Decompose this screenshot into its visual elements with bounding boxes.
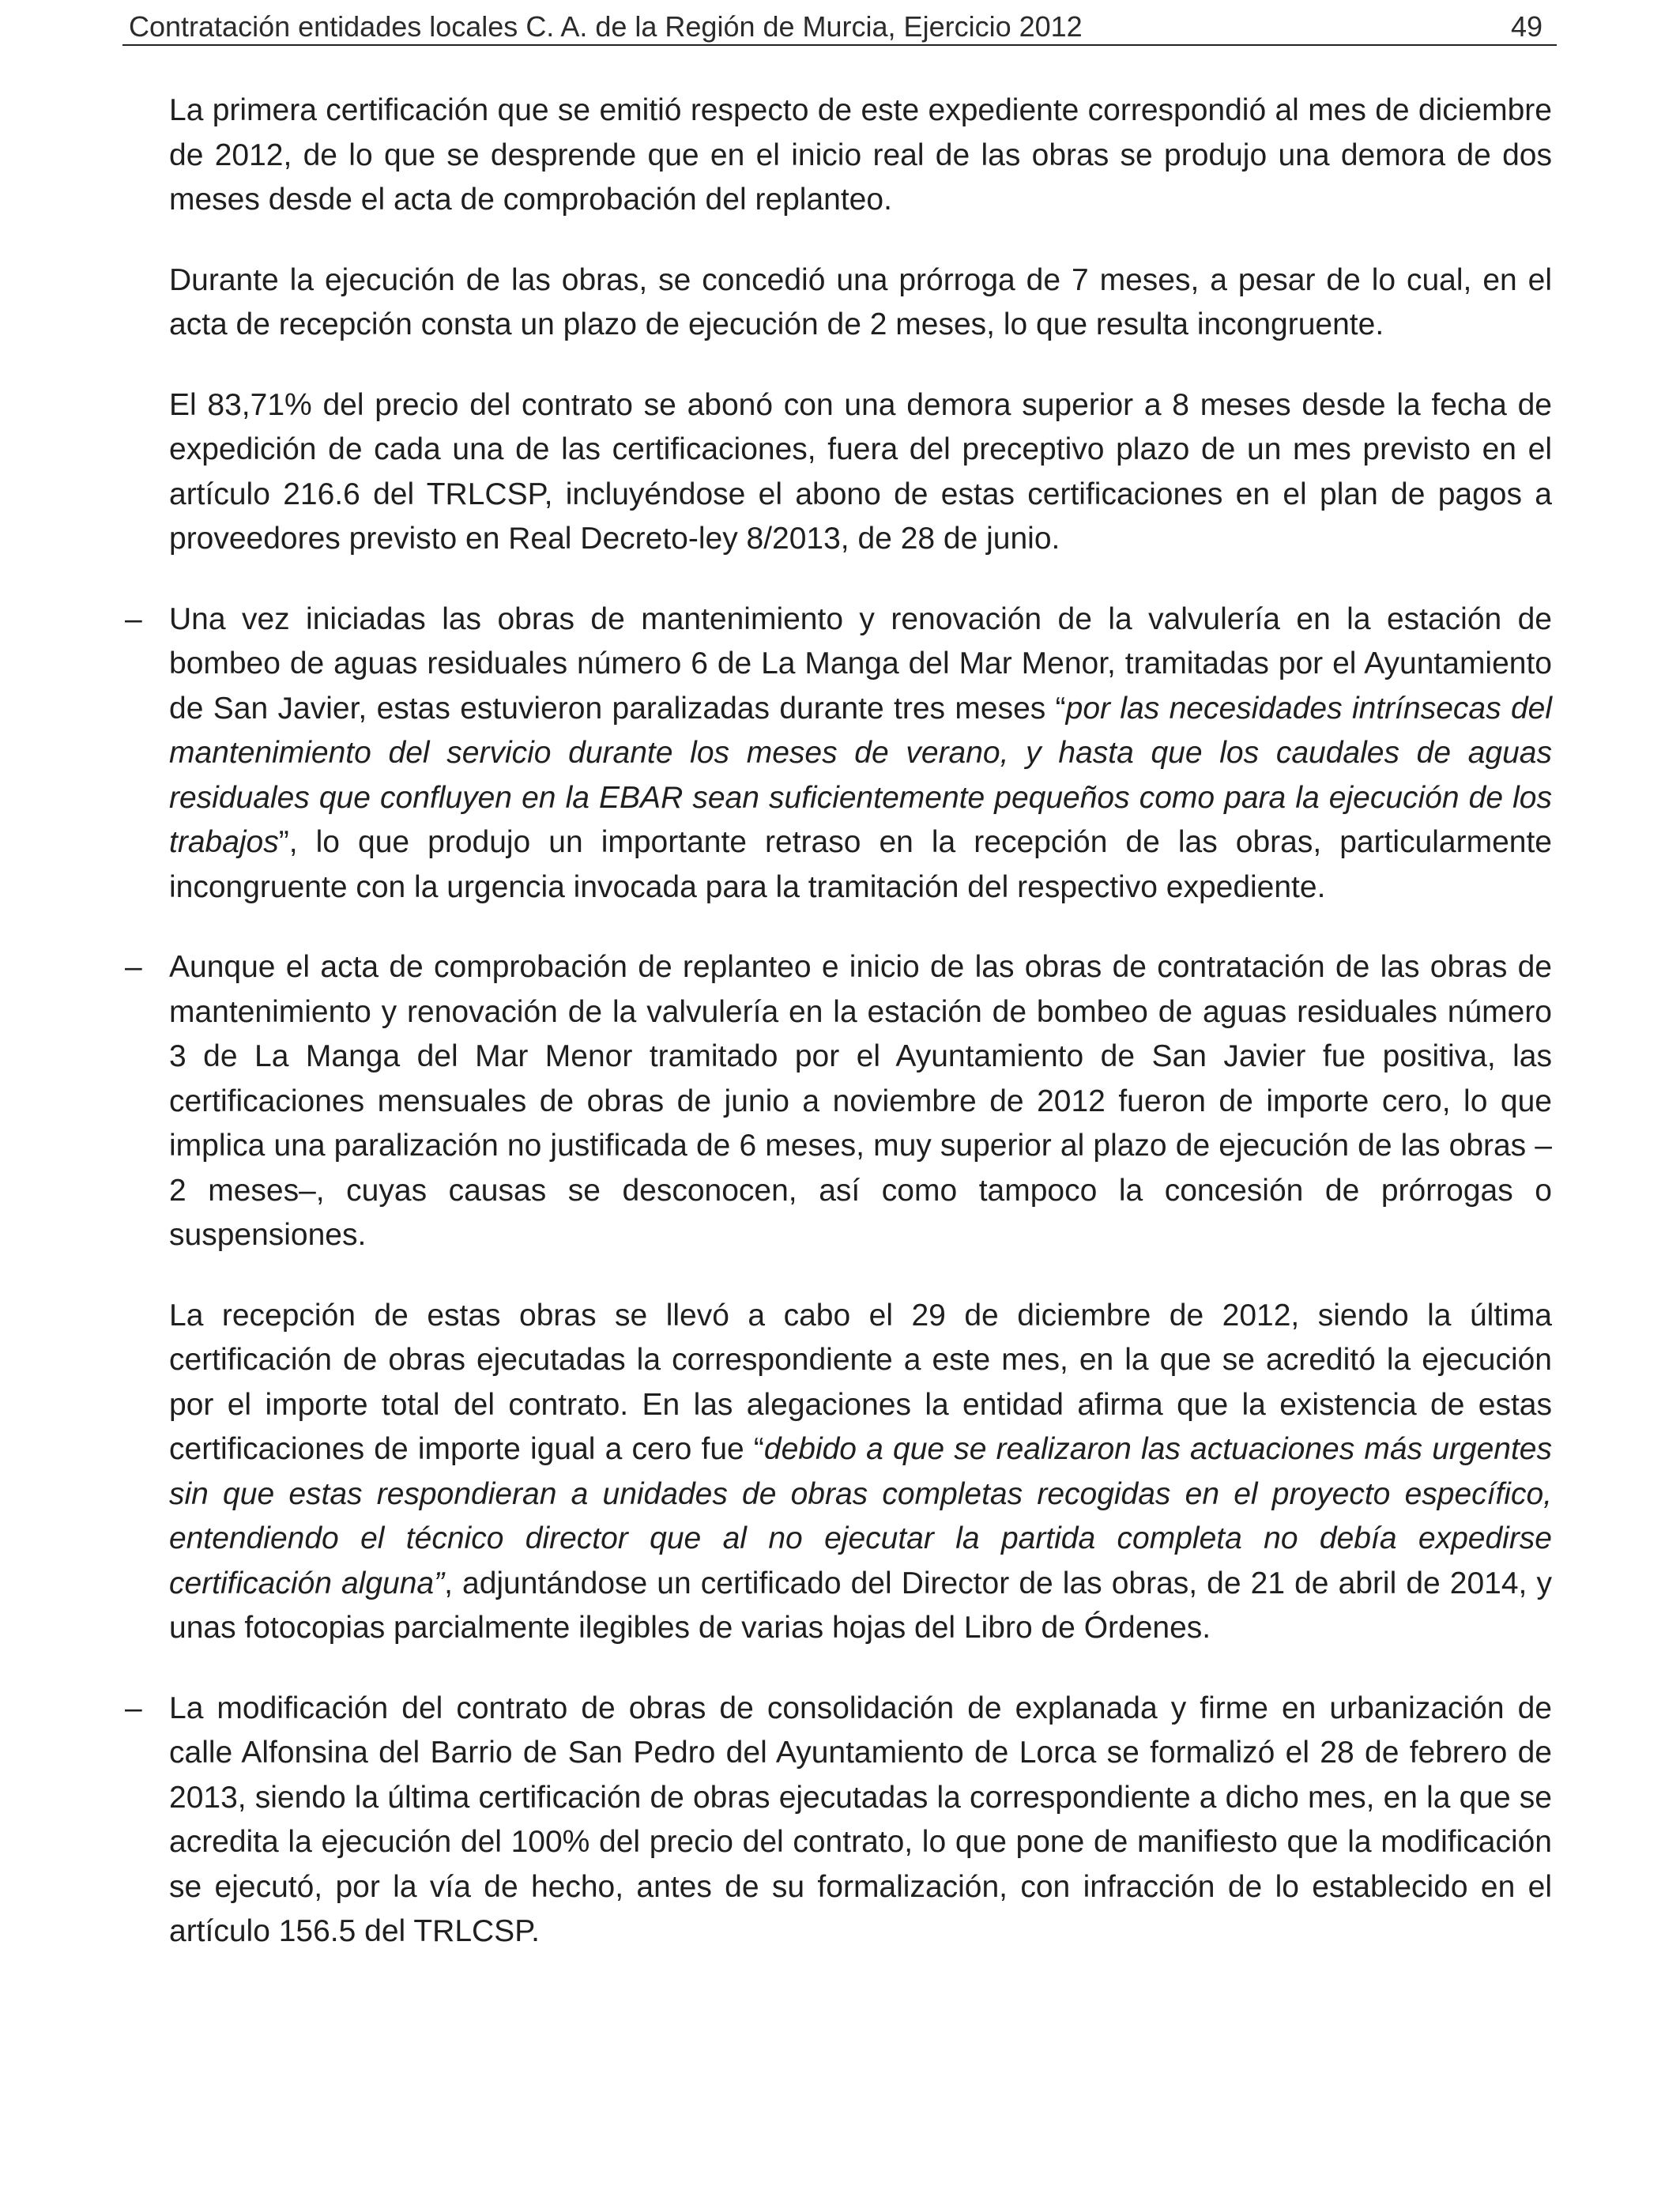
paragraph-text: La recepción de estas obras se llevó a cabo el 29 de diciembre de 2012, siendo la última certificación de obras ejecutadas la correspondiente a este mes, en la que se acreditó la ejecución por el importe total del contrato. En las alegaciones la entidad afirma que la existencia de estas certificaciones de importe igual a cero fue “ xyxy=(169,1298,1552,1466)
paragraph-text-continued: , adjuntándose un certificado del Director de las obras, de 21 de abril de 2014, y unas fotocopias parcialmente ilegibles de varias hojas del Libro de Órdenes. xyxy=(169,1566,1552,1645)
document-body xyxy=(125,89,1552,1955)
quoted-text: por las necesidades intrínsecas del mantenimiento del servicio durante los meses de verano, y hasta que los caudales de aguas residuales que confluyen en la EBAR sean suficientemente pequeños como para la ejecución de los trabajos xyxy=(169,691,1552,859)
page-number: 49 xyxy=(1510,10,1543,43)
bullet-text: La modificación del contrato de obras de consolidación de explanada y firme en urbanización de calle Alfonsina del Barrio de San Pedro del Ayuntamiento de Lorca se formalizó el 28 de febrero de 2013, siendo la última certificación de obras ejecutadas la correspondiente a dicho mes, en la que se acredita la ejecución del 100% del precio del contrato, lo que pone de manifiesto que la modificación se ejecutó, por la vía de hecho, antes de su formalización, con infracción de lo establecido en el artículo 156.5 del TRLCSP. xyxy=(169,1691,1552,1948)
paragraph-reception xyxy=(169,1294,1552,1651)
bullet-dash: – xyxy=(125,950,142,984)
paragraph-extension: Durante la ejecución de las obras, se concedió una prórroga de 7 meses, a pesar de lo cual, en el acta de recepción consta un plazo de ejecución de 2 meses, lo que resulta incongruente. xyxy=(169,262,1552,341)
bullet-text-continued: ”, lo que produjo un importante retraso en la recepción de las obras, particularmente incongruente con la urgencia invocada para la tramitación del respectivo expediente. xyxy=(169,825,1552,904)
bullet-dash: – xyxy=(125,1691,142,1725)
page-header xyxy=(122,9,1557,46)
header-title: Contratación entidades locales C. A. de la Región de Murcia, Ejercicio 2012 xyxy=(129,10,1083,43)
quoted-text: debido a que se realizaron las actuaciones más urgentes sin que estas respondieran a unidades de obras completas recogidas en el proyecto específico, entendiendo el técnico director que al no ejecutar la partida completa no debía expedirse certificación alguna” xyxy=(169,1432,1552,1600)
bullet-item-lorca xyxy=(125,1687,1552,1955)
bullet-dash: – xyxy=(125,601,142,636)
bullet-text: Aunque el acta de comprobación de replanteo e inicio de las obras de contratación de las obras de mantenimiento y renovación de la valvulería en la estación de bombeo de aguas residuales número 3 de La Manga del Mar Menor tramitado por el Ayuntamiento de San Javier fue positiva, las certificaciones mensuales de obras de junio a noviembre de 2012 fueron de importe cero, lo que implica una paralización no justificada de 6 meses, muy superior al plazo de ejecución de las obras –2 meses–, cuyas causas se desconocen, así como tampoco la concesión de prórrogas o suspensiones. xyxy=(169,950,1552,1252)
bullet-item-san-javier-6 xyxy=(125,598,1552,910)
bullet-text: Una vez iniciadas las obras de mantenimiento y renovación de la valvulería en la estación de bombeo de aguas residuales número 6 de La Manga del Mar Menor, tramitadas por el Ayuntamiento de San Javier, estas estuvieron paralizadas durante tres meses “ xyxy=(169,601,1552,726)
paragraph-payment-delay: El 83,71% del precio del contrato se abonó con una demora superior a 8 meses desde la fecha de expedición de cada una de las certificaciones, fuera del preceptivo plazo de un mes previsto en el artículo 216.6 del TRLCSP, incluyéndose el abono de estas certificaciones en el plan de pagos a proveedores previsto en Real Decreto-ley 8/2013, de 28 de junio. xyxy=(169,387,1552,556)
paragraph-first-certification: La primera certificación que se emitió respecto de este expediente correspondió al mes de diciembre de 2012, de lo que se desprende que en el inicio real de las obras se produjo una demora de dos meses desde el acta de comprobación del replanteo. xyxy=(169,93,1552,217)
bullet-item-san-javier-3 xyxy=(125,945,1552,1258)
